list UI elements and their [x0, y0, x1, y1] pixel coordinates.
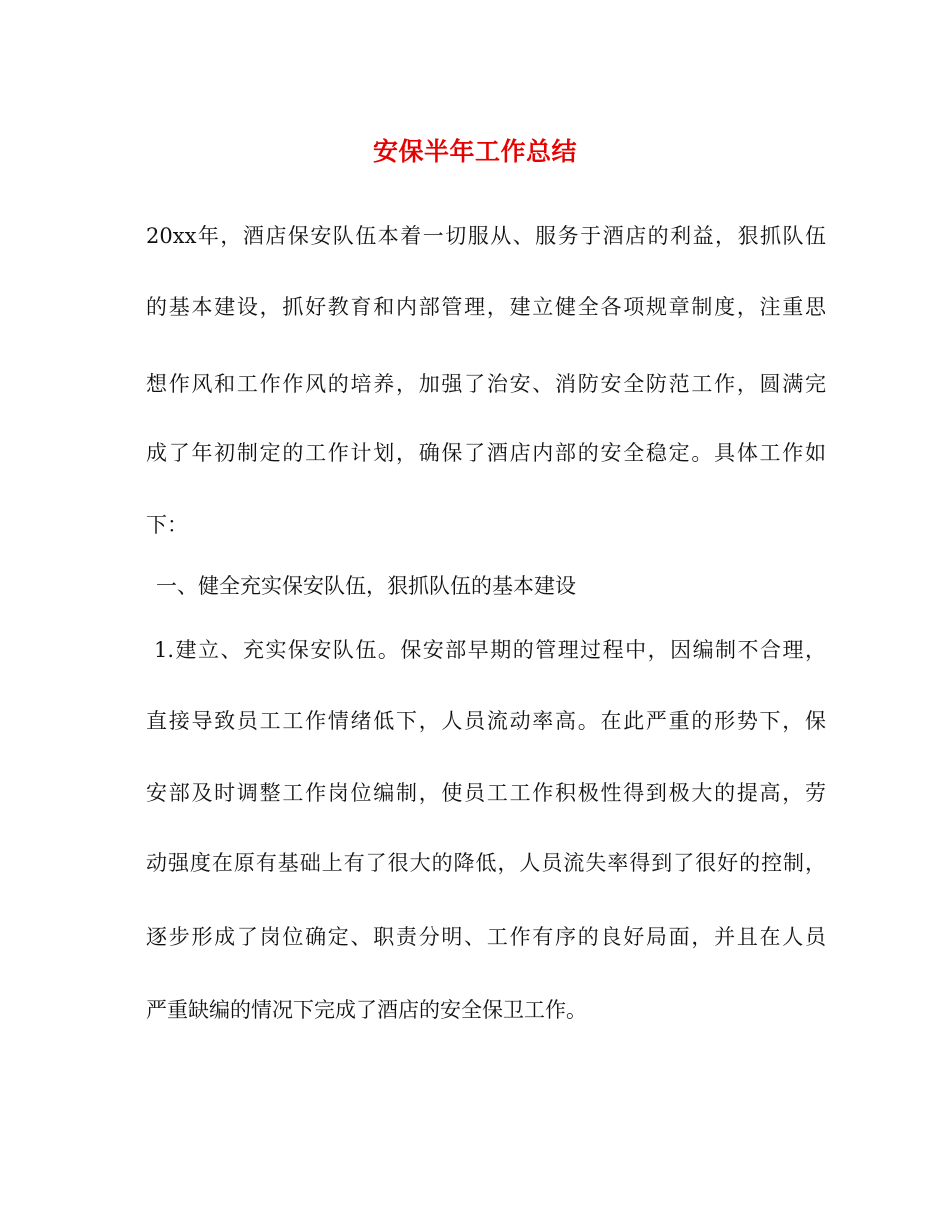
body-line-9: 安部及时调整工作岗位编制，使员工工作积极性得到极大的提高，劳 — [146, 781, 826, 805]
section-heading-1: 一、健全充实保安队伍，狠抓队伍的基本建设 — [156, 574, 576, 598]
body-line-4: 成了年初制定的工作计划，确保了酒店内部的安全稳定。具体工作如 — [146, 441, 826, 465]
body-line-11: 逐步形成了岗位确定、职责分明、工作有序的良好局面，并且在人员 — [146, 925, 826, 949]
body-line-3: 想作风和工作作风的培养，加强了治安、消防安全防范工作，圆满完 — [146, 372, 826, 396]
body-line-5: 下： — [146, 513, 188, 537]
body-line-1: 20xx年，酒店保安队伍本着一切服从、服务于酒店的利益，狠抓队伍 — [146, 224, 826, 248]
body-line-2: 的基本建设，抓好教育和内部管理，建立健全各项规章制度，注重思 — [146, 295, 826, 319]
body-line-8: 直接导致员工工作情绪低下，人员流动率高。在此严重的形势下，保 — [146, 709, 826, 733]
body-line-7: 1.建立、充实保安队伍。保安部早期的管理过程中，因编制不合理， — [154, 638, 826, 662]
body-line-12: 严重缺编的情况下完成了酒店的安全保卫工作。 — [146, 998, 587, 1022]
body-line-10: 动强度在原有基础上有了很大的降低，人员流失率得到了很好的控制， — [146, 851, 826, 875]
document-title: 安保半年工作总结 — [372, 137, 577, 166]
